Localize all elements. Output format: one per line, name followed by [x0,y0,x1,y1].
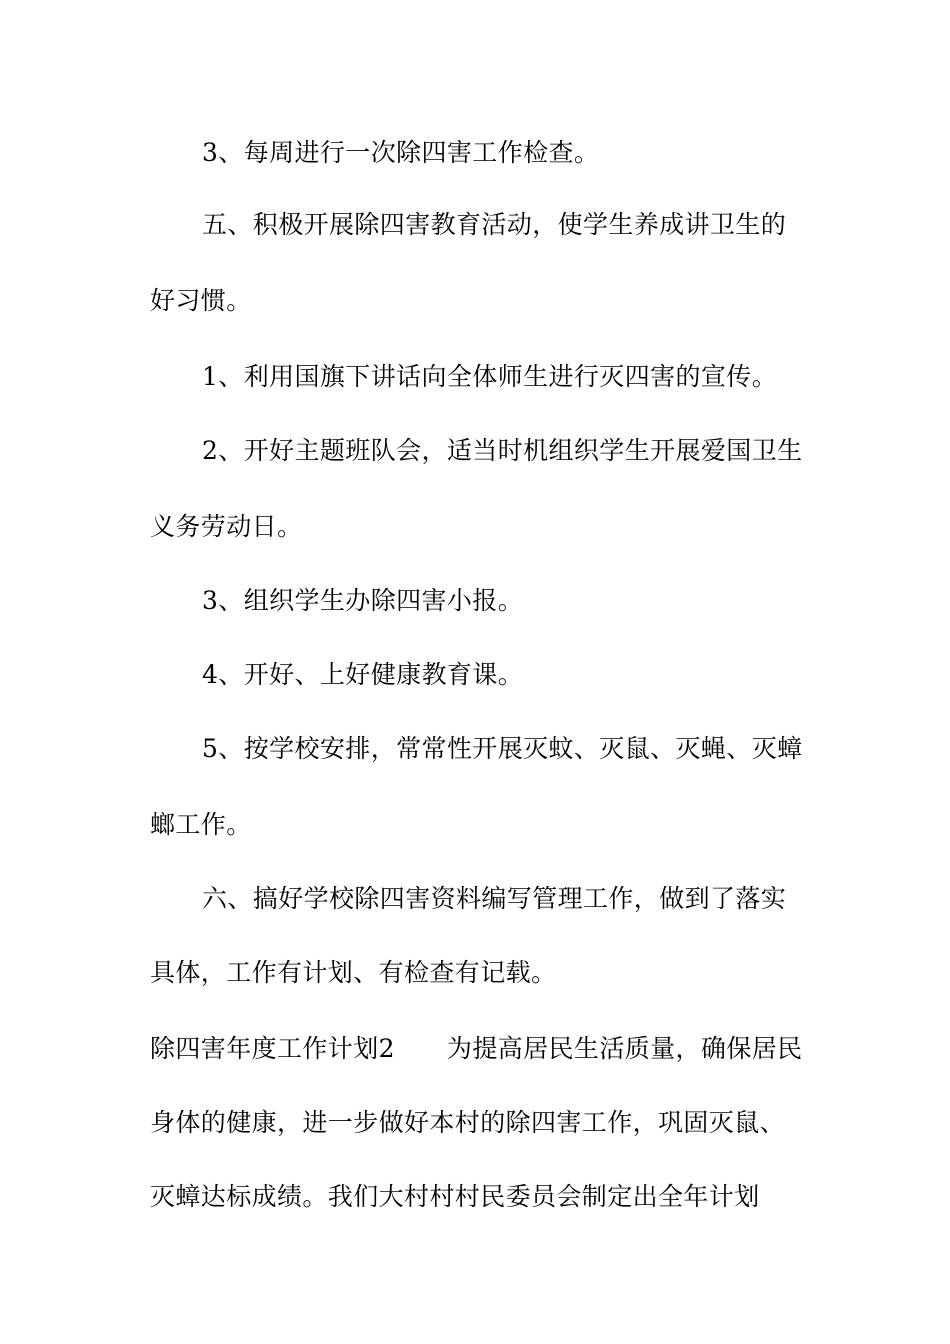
paragraph-line: 2、开好主题班队会，适当时机组织学生开展爱国卫生 [202,436,803,465]
paragraph-line: 好习惯。 [150,286,252,315]
paragraph-line: 灭蟑达标成绩。我们大村村村民委员会制定出全年计划 [150,1182,760,1211]
paragraph-line: 五、积极开展除四害教育活动，使学生养成讲卫生的 [202,210,787,239]
paragraph-line: 螂工作。 [150,810,252,839]
paragraph-line: 3、每周进行一次除四害工作检查。 [202,138,600,167]
paragraph-line: 4、开好、上好健康教育课。 [202,660,524,689]
paragraph-line: 5、按学校安排，常常性开展灭蚊、灭鼠、灭蝇、灭蟑 [202,734,803,763]
section-heading-line [150,1034,850,1064]
paragraph-line: 六、搞好学校除四害资料编写管理工作，做到了落实 [202,884,787,913]
paragraph-line: 1、利用国旗下讲话向全体师生进行灭四害的宣传。 [202,362,778,391]
paragraph-line: 身体的健康，进一步做好本村的除四害工作，巩固灭鼠、 [150,1108,786,1137]
paragraph-line: 3、组织学生办除四害小报。 [202,586,524,615]
paragraph-line: 义务劳动日。 [150,512,303,541]
section-heading: 除四害年度工作计划2 [150,1034,395,1063]
paragraph-line: 具体，工作有计划、有检查有记载。 [150,958,557,987]
section-intro: 为提高居民生活质量，确保居民 [446,1034,803,1063]
